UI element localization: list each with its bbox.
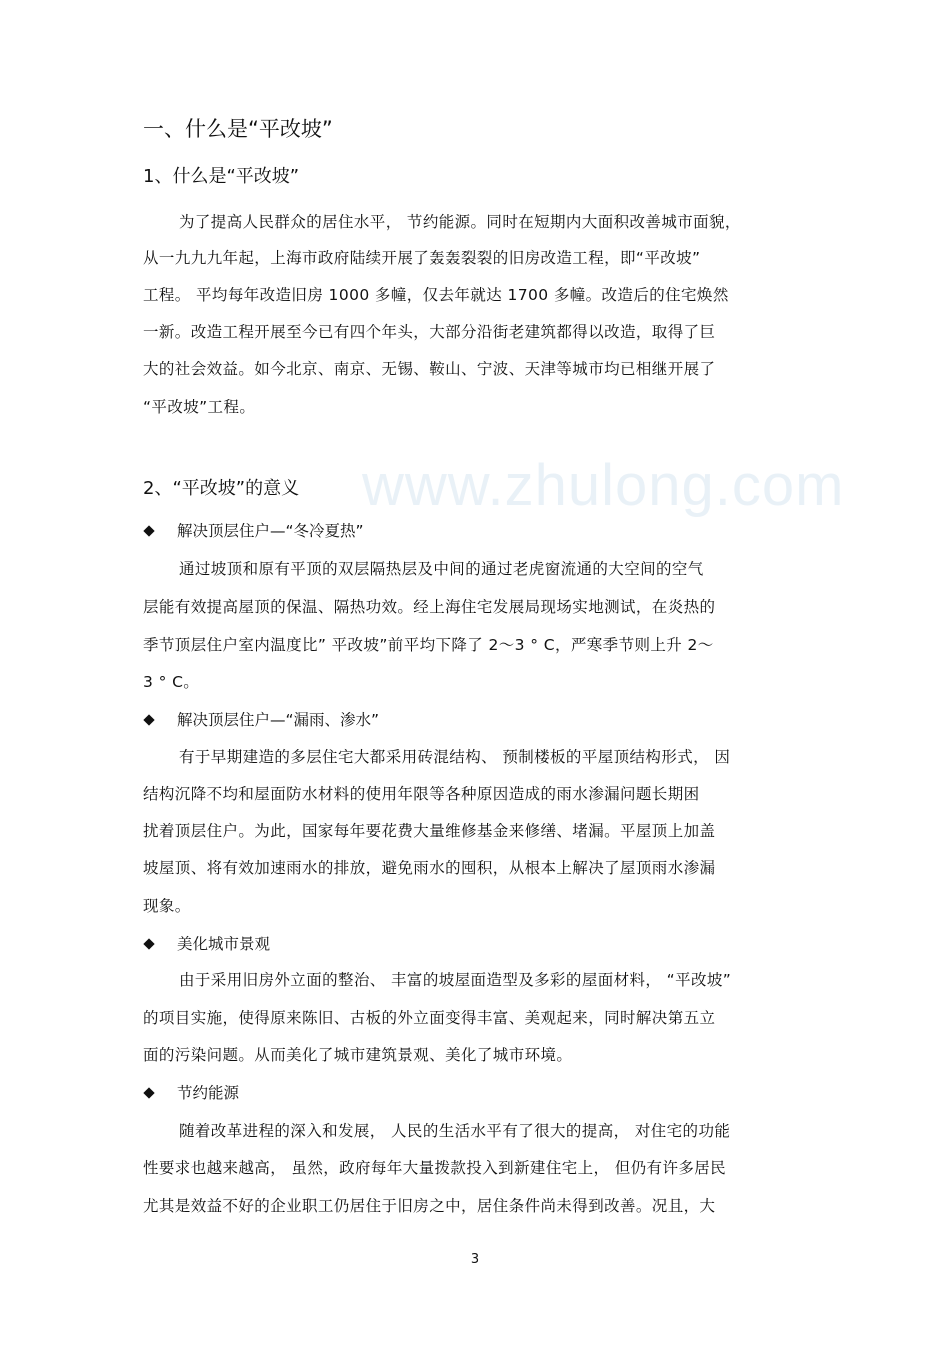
bullet-item-title (143, 934, 270, 954)
diamond-bullet-icon (143, 1087, 154, 1098)
paragraph-line: 由于采用旧房外立面的整治、 丰富的坡屋面造型及多彩的屋面材料， “平改坡” (179, 971, 732, 989)
section-1-title: 1、什么是“平改坡” (143, 166, 300, 187)
bullet-item-title (143, 710, 379, 730)
paragraph-line: 性要求也越来越高， 虽然，政府每年大量拨款投入到新建住宅上， 但仍有许多居民 (143, 1159, 727, 1177)
paragraph-line: 工程。 平均每年改造旧房 1000 多幢，仅去年就达 1700 多幢。改造后的住宅焕然 (143, 286, 729, 304)
diamond-bullet-icon (143, 938, 154, 949)
paragraph-line: 季节顶层住户室内温度比” 平改坡”前平均下降了 2～3 ° C，严寒季节则上升 2～ (143, 636, 714, 654)
bullet-label: 美化城市景观 (177, 935, 271, 953)
paragraph-line: 大的社会效益。如今北京、南京、无锡、鞍山、宁波、天津等城市均已相继开展了 (143, 360, 716, 378)
bullet-label: 节约能源 (177, 1084, 240, 1102)
bullet-item-title (143, 1083, 239, 1103)
paragraph-line: “平改坡”工程。 (143, 398, 256, 416)
paragraph-line: 一新。改造工程开展至今已有四个年头，大部分沿街老建筑都得以改造，取得了巨 (143, 323, 716, 341)
paragraph-line: 坡屋顶、将有效加速雨水的排放，避免雨水的囤积，从根本上解决了屋顶雨水渗漏 (143, 859, 716, 877)
paragraph-line: 面的污染问题。从而美化了城市建筑景观、美化了城市环境。 (143, 1046, 573, 1064)
page-number: 3 (470, 1252, 480, 1267)
diamond-bullet-icon (143, 525, 154, 536)
bullet-label: 解决顶层住户—“冬冷夏热” (177, 522, 364, 540)
paragraph-line: 尤其是效益不好的企业职工仍居住于旧房之中，居住条件尚未得到改善。况且，大 (143, 1197, 716, 1215)
diamond-bullet-icon (143, 714, 154, 725)
watermark: www.zhulong.com (362, 453, 845, 518)
paragraph-line: 通过坡顶和原有平顶的双层隔热层及中间的通过老虎窗流通的大空间的空气 (179, 560, 704, 578)
bullet-label: 解决顶层住户—“漏雨、渗水” (177, 711, 380, 729)
paragraph-line: 随着改革进程的深入和发展， 人民的生活水平有了很大的提高， 对住宅的功能 (179, 1122, 731, 1140)
paragraph-line: 结构沉降不均和屋面防水材料的使用年限等各种原因造成的雨水渗漏问题长期困 (143, 785, 700, 803)
paragraph-line: 3 ° C。 (143, 673, 200, 691)
section-2-title: 2、“平改坡”的意义 (143, 478, 300, 499)
bullet-item-title (143, 521, 364, 541)
paragraph-line: 有于早期建造的多层住宅大都采用砖混结构、 预制楼板的平屋顶结构形式， 因 (179, 748, 731, 766)
paragraph-line: 的项目实施，使得原来陈旧、古板的外立面变得丰富、美观起来，同时解决第五立 (143, 1009, 716, 1027)
paragraph-line: 现象。 (143, 897, 191, 915)
paragraph-line: 扰着顶层住户。为此，国家每年要花费大量维修基金来修缮、堵漏。平屋顶上加盖 (143, 822, 716, 840)
paragraph-line: 为了提高人民群众的居住水平， 节约能源。同时在短期内大面积改善城市面貌， (179, 213, 741, 231)
paragraph-line: 层能有效提高屋顶的保温、隔热功效。经上海住宅发展局现场实地测试，在炎热的 (143, 598, 716, 616)
main-heading: 一、什么是“平改坡” (143, 117, 333, 141)
paragraph-line: 从一九九九年起，上海市政府陆续开展了轰轰裂裂的旧房改造工程，即“平改坡” (143, 249, 701, 267)
